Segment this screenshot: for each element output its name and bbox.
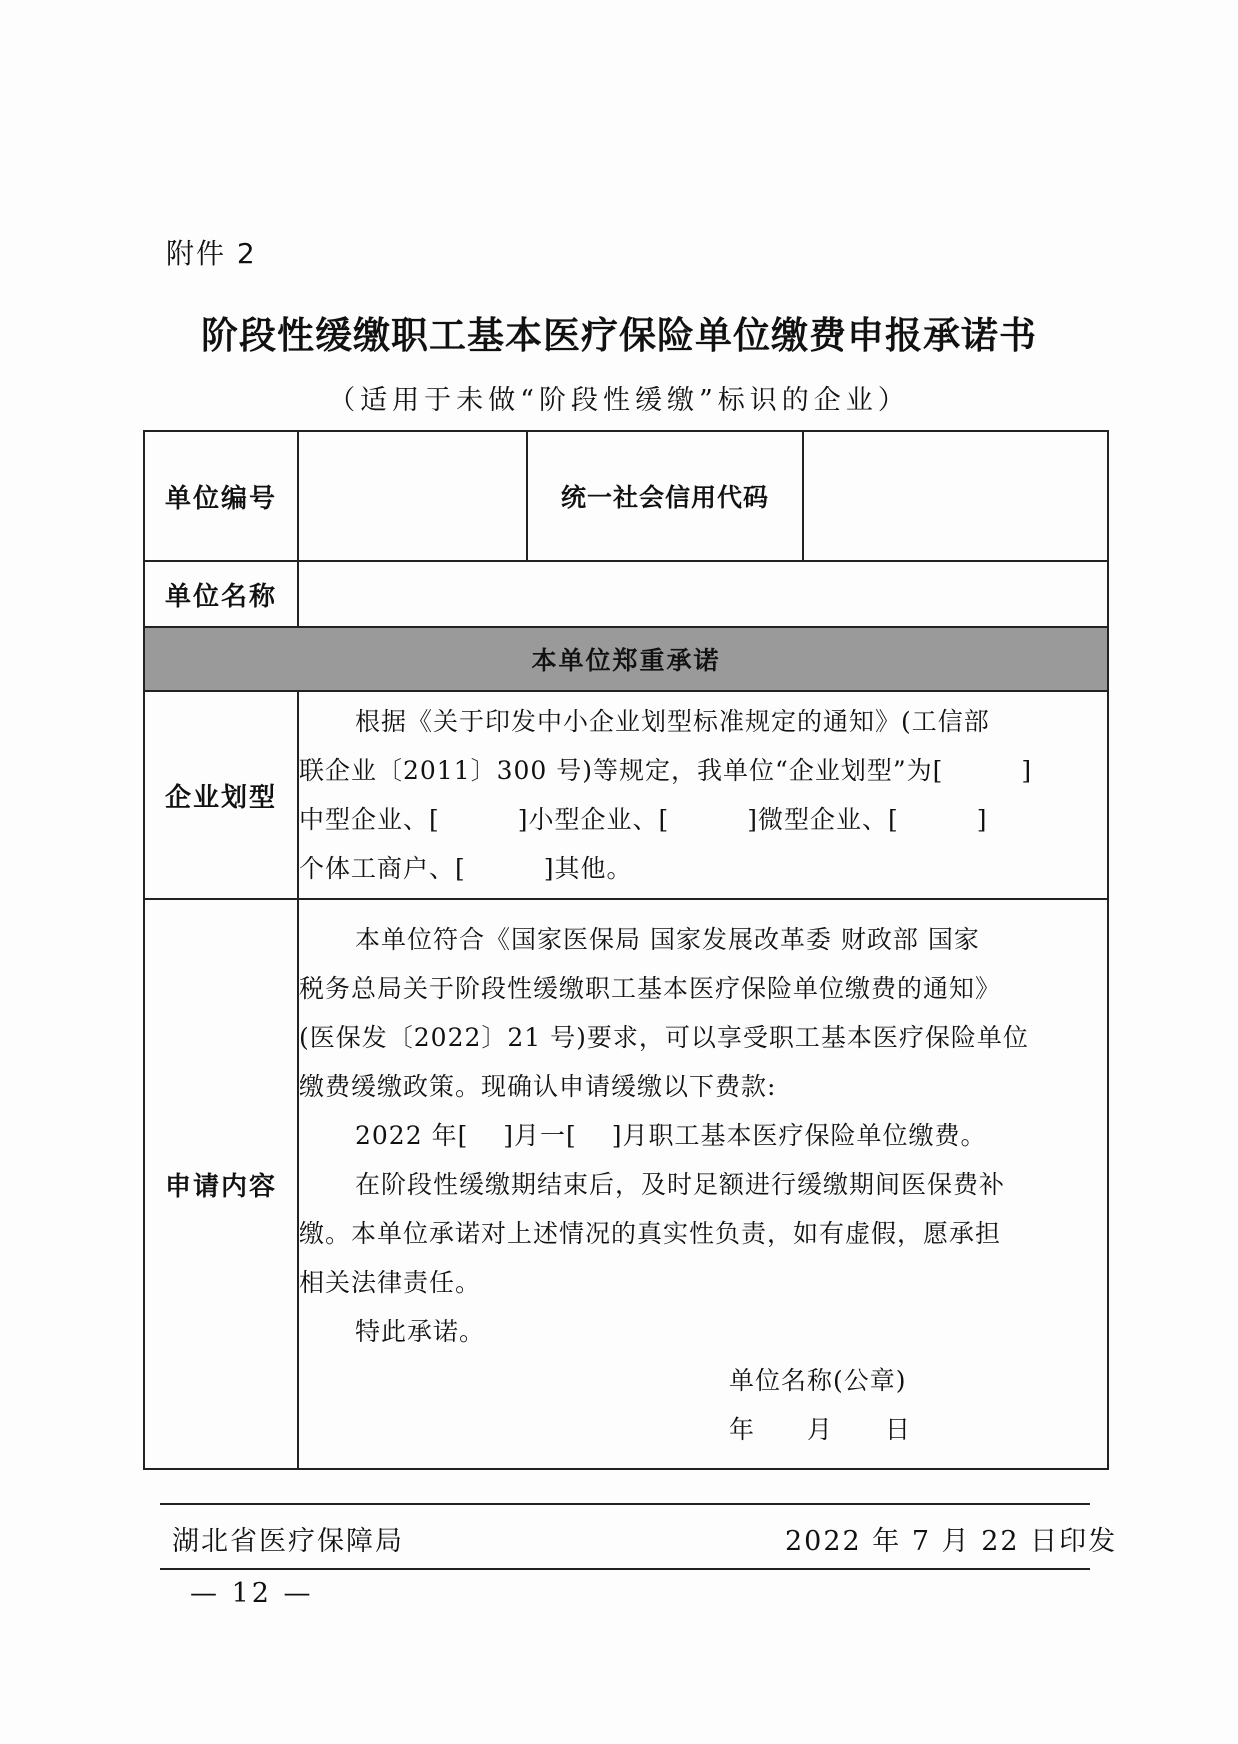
enterprise-type-line: 联企业〔2011〕300 号)等规定，我单位“企业划型”为[ ] [299, 756, 1033, 785]
page-number: — 12 — [190, 1578, 314, 1609]
unit-number-label: 单位编号 [144, 431, 298, 561]
application-row [144, 899, 1108, 1469]
application-line: 缴费缓缴政策。现确认申请缓缴以下费款: [299, 1071, 777, 1101]
footer-top-rule [160, 1503, 1090, 1505]
application-line: 相关法律责任。 [299, 1267, 482, 1297]
application-line: 缴。本单位承诺对上述情况的真实性负责，如有虚假，愿承担 [299, 1218, 1002, 1248]
application-line: (医保发〔2022〕21 号)要求，可以享受职工基本医疗保险单位 [299, 1022, 1029, 1052]
signature-date: 年 月 日 [729, 1414, 912, 1444]
issuer-name: 湖北省医疗保障局 [172, 1526, 404, 1557]
application-line: 本单位符合《国家医保局 国家发展改革委 财政部 国家 [355, 924, 980, 954]
application-label: 申请内容 [144, 899, 298, 1469]
footer-bottom-rule [160, 1568, 1090, 1570]
credit-code-label: 统一社会信用代码 [527, 431, 803, 561]
application-line: 在阶段性缓缴期结束后，及时足额进行缓缴期间医保费补 [355, 1169, 1006, 1199]
attachment-label: 附件 2 [166, 237, 257, 270]
enterprise-type-line: 中型企业、[ ]小型企业、[ ]微型企业、[ ] [299, 805, 988, 834]
unit-name-row [144, 561, 1108, 627]
pledge-banner-row [144, 627, 1108, 691]
enterprise-type-line: 根据《关于印发中小企业划型标准规定的通知》(工信部 [355, 707, 990, 736]
application-content [298, 899, 1108, 1469]
issue-date: 2022 年 7 月 22 日印发 [785, 1526, 1118, 1557]
application-form-table [143, 430, 1109, 1470]
signature-name: 单位名称(公章) [729, 1365, 907, 1395]
application-line: 特此承诺。 [355, 1316, 486, 1346]
unit-name-label: 单位名称 [144, 561, 298, 627]
pledge-banner: 本单位郑重承诺 [144, 627, 1108, 691]
unit-name-field[interactable] [298, 561, 1108, 627]
document-subtitle: （适用于未做“阶段性缓缴”标识的企业） [328, 385, 910, 416]
credit-code-field[interactable] [803, 431, 1108, 561]
enterprise-type-label: 企业划型 [144, 691, 298, 899]
enterprise-type-content [298, 691, 1108, 899]
document-title: 阶段性缓缴职工基本医疗保险单位缴费申报承诺书 [201, 314, 1037, 357]
application-line: 2022 年[ ]月一[ ]月职工基本医疗保险单位缴费。 [355, 1120, 987, 1150]
enterprise-type-row [144, 691, 1108, 899]
enterprise-type-line: 个体工商户、[ ]其他。 [299, 854, 633, 883]
application-line: 税务总局关于阶段性缓缴职工基本医疗保险单位缴费的通知》 [299, 973, 1002, 1003]
unit-number-row [144, 431, 1108, 561]
unit-number-field[interactable] [298, 431, 527, 561]
